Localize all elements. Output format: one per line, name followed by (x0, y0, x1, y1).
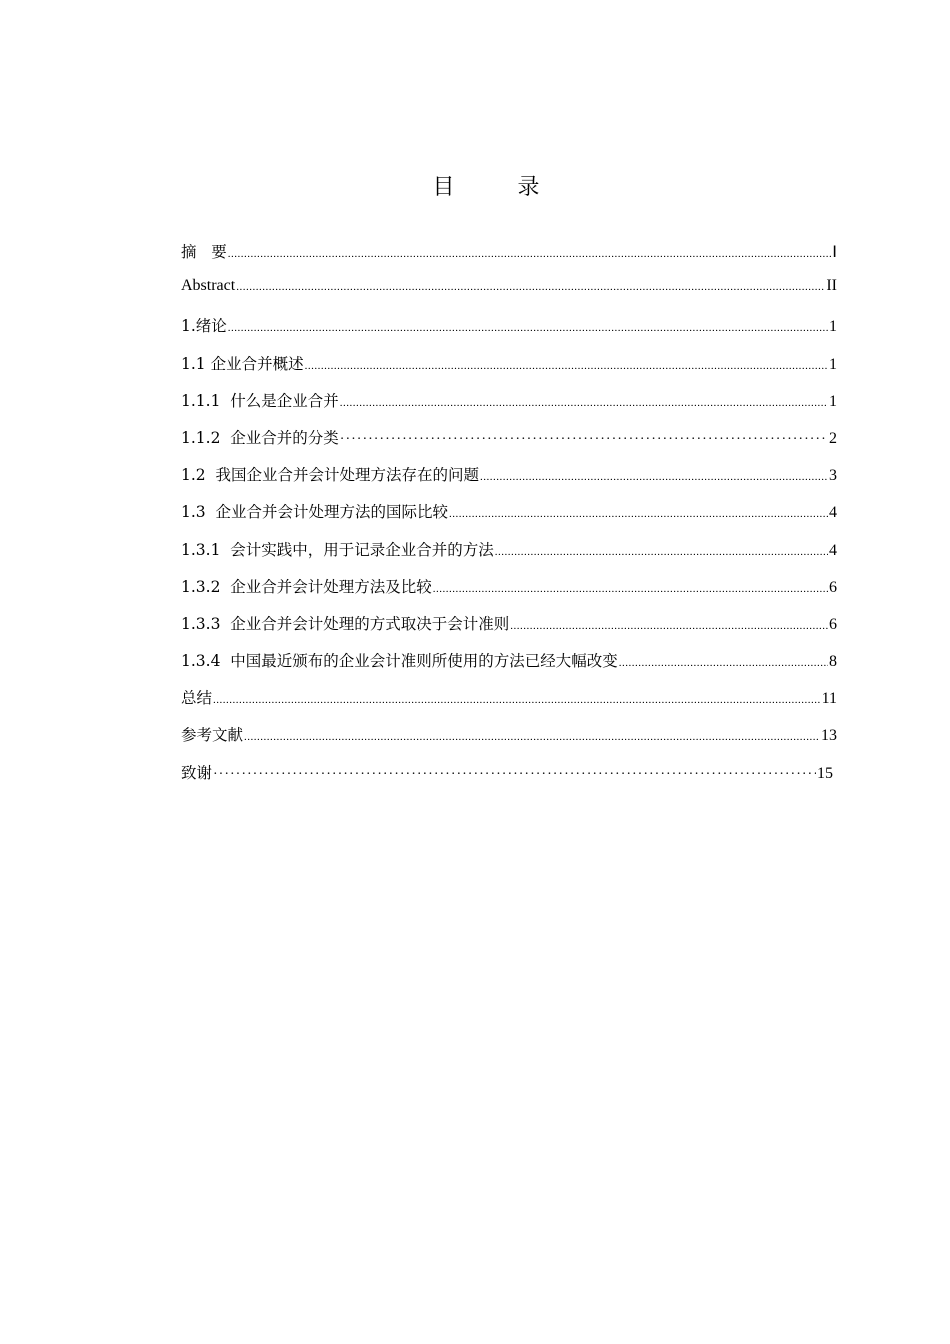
toc-entry-title: 摘 要 (181, 243, 227, 261)
toc-dot-leader (228, 322, 828, 334)
toc-entry-title: 1.1.2 企业合并的分类 (181, 428, 339, 447)
toc-dot-leader (449, 508, 828, 520)
toc-dot-leader (228, 248, 832, 260)
toc-entry-title: 1.3.2 企业合并会计处理方法及比较 (181, 577, 432, 596)
toc-entry-title: 1.2 我国企业合并会计处理方法存在的问题 (181, 466, 480, 485)
toc-entry-title: 1.绪论 (181, 317, 227, 336)
toc-entry-title: 1.3.4 中国最近颁布的企业会计准则所使用的方法已经大幅改变 (181, 652, 618, 671)
toc-dot-leader (340, 432, 828, 448)
toc-entry-title: 1.3.1 会计实践中，用于记录企业合并的方法 (181, 540, 494, 559)
toc-entry-page: 4 (829, 504, 837, 522)
toc-entry-1-3-3[interactable] (181, 612, 837, 649)
toc-dot-leader (619, 657, 828, 669)
toc-entry-1[interactable] (181, 314, 837, 351)
table-of-contents (181, 240, 837, 798)
toc-entry-page: 1 (829, 355, 837, 373)
toc-entry-1-1-1[interactable] (181, 389, 837, 426)
toc-dot-leader (495, 546, 828, 558)
toc-entry-references[interactable] (181, 723, 837, 760)
toc-dot-leader (236, 281, 825, 293)
toc-dot-leader (213, 767, 816, 783)
toc-entry-title: Abstract (181, 277, 236, 295)
toc-entry-page: 2 (829, 429, 837, 447)
toc-entry-page: 1 (829, 392, 837, 410)
page-title: 目 录 (432, 175, 568, 200)
toc-entry-title: 1.3 企业合并会计处理方法的国际比较 (181, 503, 449, 522)
toc-entry-1-1[interactable] (181, 352, 837, 389)
toc-entry-page: II (826, 277, 837, 295)
toc-entry-page: 15 (817, 764, 833, 782)
toc-entry-title: 1.3.3 企业合并会计处理的方式取决于会计准则 (181, 614, 510, 633)
toc-entry-abstract-en[interactable] (181, 277, 837, 314)
toc-entry-page: 3 (829, 467, 837, 485)
toc-entry-page: 6 (829, 578, 837, 596)
toc-entry-page: 6 (829, 615, 837, 633)
toc-dot-leader (305, 360, 828, 372)
toc-entry-abstract-cn[interactable] (181, 240, 837, 277)
toc-entry-1-3-2[interactable] (181, 575, 837, 612)
toc-entry-title: 参考文献 (181, 726, 244, 745)
toc-entry-1-1-2[interactable] (181, 426, 837, 463)
toc-entry-title: 致谢 (181, 763, 213, 782)
toc-entry-title: 1.1 企业合并概述 (181, 354, 304, 373)
toc-entry-page: Ⅰ (832, 244, 837, 261)
toc-entry-summary[interactable] (181, 686, 837, 723)
toc-entry-title: 总结 (181, 689, 213, 708)
toc-dot-leader (244, 731, 820, 743)
toc-entry-1-3[interactable] (181, 500, 837, 537)
toc-entry-page: 11 (821, 690, 837, 708)
toc-entry-page: 1 (829, 318, 837, 336)
toc-dot-leader (340, 397, 828, 409)
toc-entry-title: 1.1.1 什么是企业合并 (181, 391, 339, 410)
toc-entry-acknowledgements[interactable] (181, 761, 837, 798)
toc-entry-page: 8 (829, 653, 837, 671)
toc-entry-page: 4 (829, 541, 837, 559)
toc-entry-1-2[interactable] (181, 463, 837, 500)
toc-entry-page: 13 (821, 727, 837, 745)
toc-dot-leader (433, 583, 828, 595)
toc-dot-leader (213, 694, 821, 706)
toc-dot-leader (510, 620, 828, 632)
toc-entry-1-3-4[interactable] (181, 649, 837, 686)
toc-entry-1-3-1[interactable] (181, 538, 837, 575)
toc-dot-leader (480, 471, 828, 483)
